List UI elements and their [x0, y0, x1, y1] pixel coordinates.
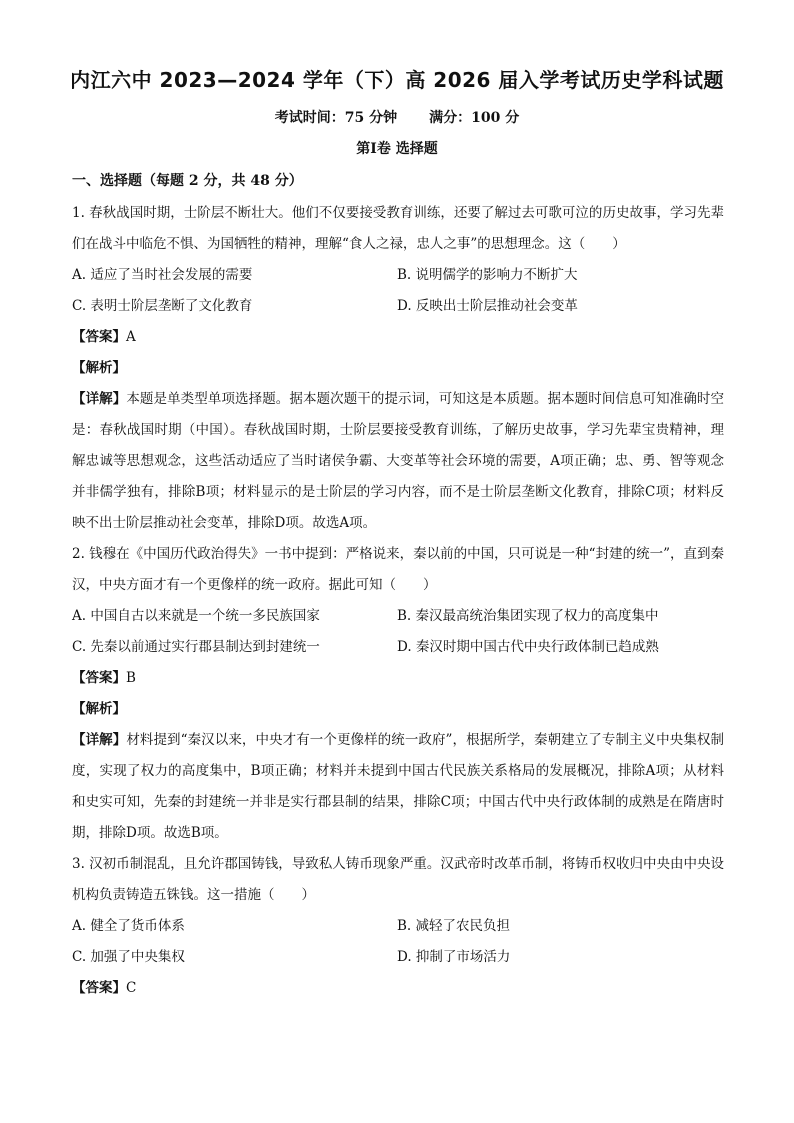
option-a: A. 健全了货币体系: [72, 918, 185, 934]
exam-time: 考试时间：75 分钟: [274, 110, 398, 126]
answer-value: B: [126, 670, 136, 686]
option-c: C. 先秦以前通过实行郡县制达到封建统一: [72, 639, 320, 655]
option-c: C. 加强了中央集权: [72, 949, 185, 965]
exam-info: [0, 108, 794, 128]
part-heading: 第Ⅰ卷 选择题: [356, 141, 438, 157]
detail-text: 本题是单类型单项选择题。据本题次题干的提示词，可知这是本质题。据本题时间信息可知准确时空是：春秋战国时期（中国）。春秋战国时期，士阶层要接受教育训练，了解历史故事，学习先辈宝贵精神，理解忠诚等思想观念，这些活动适应了当时诸侯争霸、大变革等社会环境的需要，A项正确；忠、勇、智等观念并非儒学独有，排除B项；材料显示的是士阶层的学习内容，而不是士阶层垄断文化教育，排除C项；材料反映不出士阶层推动社会变革，排除D项。故选A项。: [72, 391, 725, 531]
option-d: D. 抑制了市场活力: [397, 949, 511, 965]
option-grid: [72, 260, 724, 322]
answer-tag: 【答案】: [72, 670, 126, 686]
answer-line: [72, 663, 724, 694]
detail-paragraph: [72, 384, 724, 539]
option-b: B. 秦汉最高统治集团实现了权力的高度集中: [397, 608, 659, 624]
question-stem: 2. 钱穆在《中国历代政治得失》一书中提到：严格说来，秦以前的中国，只可说是一种“封建的统一”，直到秦汉，中央方面才有一个更像样的统一政府。据此可知（ ）: [72, 546, 724, 593]
answer-tag: 【答案】: [72, 980, 126, 996]
answer-line: [72, 973, 724, 1004]
question-stem: 3. 汉初币制混乱，且允许郡国铸钱，导致私人铸币现象严重。汉武帝时改革币制，将铸币权收归中央由中央设机构负责铸造五铢钱。这一措施（ ）: [72, 856, 724, 903]
detail-text: 材料提到“秦汉以来，中央才有一个更像样的统一政府”，根据所学，秦朝建立了专制主义中央集权制度，实现了权力的高度集中，B项正确；材料并未提到中国古代民族关系格局的发展概况，排除A项；从材料和史实可知，先秦的封建统一并非是实行郡县制的结果，排除C项；中国古代中央行政体制的成熟是在隋唐时期，排除D项。故选B项。: [72, 732, 724, 841]
detail-tag: 【详解】: [72, 732, 127, 748]
option-b: B. 减轻了农民负担: [397, 918, 511, 934]
analysis-tag: 【解析】: [72, 360, 126, 376]
option-grid: [72, 601, 724, 663]
exam-title: 内江六中 2023—2024 学年（下）高 2026 届入学考试历史学科试题: [70, 68, 724, 92]
option-d: D. 秦汉时期中国古代中央行政体制已趋成熟: [397, 639, 659, 655]
option-c: C. 表明士阶层垄断了文化教育: [72, 298, 253, 314]
exam-score: 满分：100 分: [429, 110, 520, 126]
question-stem: 1. 春秋战国时期，士阶层不断壮大。他们不仅要接受教育训练，还要了解过去可歌可泣的历史故事，学习先辈们在战斗中临危不惧、为国牺牲的精神，理解“食人之禄，忠人之事”的思想理念。这（ ）: [72, 205, 724, 252]
answer-value: C: [126, 980, 137, 996]
option-a: A. 适应了当时社会发展的需要: [72, 267, 253, 283]
option-d: D. 反映出士阶层推动社会变革: [397, 298, 578, 314]
option-a: A. 中国自古以来就是一个统一多民族国家: [72, 608, 320, 624]
answer-line: [72, 322, 724, 353]
detail-paragraph: [72, 725, 724, 849]
analysis-tag: 【解析】: [72, 701, 126, 717]
answer-tag: 【答案】: [72, 329, 126, 345]
questions: [72, 198, 724, 1004]
section-heading: 一、选择题（每题 2 分，共 48 分）: [72, 173, 303, 189]
detail-tag: 【详解】: [72, 391, 127, 407]
option-grid: [72, 911, 724, 973]
answer-value: A: [126, 329, 136, 345]
option-b: B. 说明儒学的影响力不断扩大: [397, 267, 578, 283]
